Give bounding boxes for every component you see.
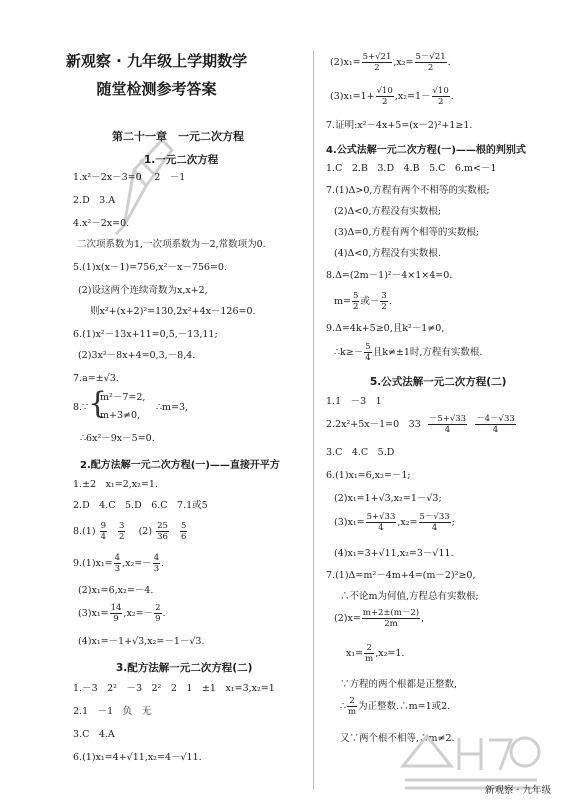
- text-fragment: ∴k≥－: [334, 347, 364, 358]
- numerator: 2: [155, 603, 161, 613]
- main-title: 新观察 · 九年级上学期数学: [65, 52, 248, 70]
- text-fragment: 为正整数.∴m=1或2.: [358, 701, 451, 712]
- text-fragment: ,x₂=－: [122, 558, 152, 569]
- text-fragment: ;: [451, 517, 455, 528]
- text-fragment: (2)x₁=: [330, 57, 361, 68]
- answer-line: ∵方程的两个根都是正整数,: [340, 679, 458, 690]
- section-heading-4: 4.公式法解一元二次方程(一)——根的判别式: [326, 145, 526, 156]
- answer-line: [340, 696, 450, 718]
- section-heading-3: 3.配方法解一元二次方程(二): [116, 662, 253, 674]
- numerator: 5: [365, 342, 371, 352]
- denominator: 36: [157, 532, 168, 542]
- text-fragment: ,x₂=: [393, 57, 414, 68]
- section-heading-5: 5.公式法解一元二次方程(二): [370, 376, 507, 388]
- answer-line: (2)3x²－8x+4=0,3,－8,4.: [78, 350, 196, 361]
- denominator: 3: [153, 564, 160, 574]
- denominator: 2: [382, 97, 388, 107]
- denominator: 4: [444, 425, 451, 435]
- text-fragment: (3)x₁=: [78, 608, 109, 619]
- text-fragment: 2.2x²+5x－1=0 33: [326, 419, 421, 430]
- numerator: 9: [100, 521, 106, 531]
- fraction: [110, 603, 123, 624]
- numerator: 5: [352, 291, 359, 301]
- denominator: m: [365, 654, 374, 664]
- answer-line: 4.x²－2x=0.: [73, 218, 130, 229]
- text-fragment: ∴: [340, 701, 347, 712]
- section-heading-1: 1.一元二次方程: [144, 154, 219, 166]
- answer-line: 3.C 4.C 5.D: [326, 447, 395, 458]
- denominator: 2: [381, 302, 387, 312]
- fraction: [153, 553, 160, 574]
- answer-line: 8.∵: [73, 402, 89, 413]
- fraction: [376, 86, 394, 107]
- denominator: 2: [352, 302, 359, 312]
- fraction: [415, 52, 447, 73]
- numerator: 4: [114, 553, 121, 563]
- denominator: 4: [378, 523, 384, 533]
- fraction: [475, 414, 516, 435]
- answer-line: ∴m=3,: [156, 402, 189, 413]
- answer-line: 1.1 －3 1: [326, 396, 382, 407]
- numerator: 3: [381, 291, 387, 301]
- answer-line: (4)x₁=－1+√3,x₂=－1－√3.: [78, 636, 205, 647]
- numerator: 25: [157, 521, 168, 531]
- answer-line: (2)x₁=1+√3,x₂=1－√3;: [334, 493, 442, 504]
- answer-line: 9.Δ=4k+5≥0,且k²－1≠0,: [326, 323, 445, 334]
- answer-line: 7.a=±√3.: [73, 373, 119, 384]
- fraction: [380, 291, 387, 312]
- brace-symbol: {: [88, 386, 108, 421]
- text-fragment: (3)x₁=: [334, 517, 365, 528]
- fraction: [156, 521, 169, 542]
- answer-line: 1.C 2.B 3.D 4.B 5.C 6.m<－1: [326, 163, 497, 174]
- text-fragment: ,x₂=: [397, 517, 418, 528]
- text-fragment: (2): [138, 526, 153, 537]
- fraction: [432, 86, 450, 107]
- answer-line: 1.±2 x₁=2,x₂=1.: [73, 479, 158, 490]
- denominator: 2m: [384, 619, 398, 629]
- text-fragment: (3)x₁=1+: [330, 91, 375, 102]
- text-fragment: 且k≠±1时,方程有实数根.: [372, 347, 483, 358]
- text-fragment: x₁=: [346, 648, 364, 659]
- answer-line: (2)设这两个连续奇数为x,x+2,: [78, 285, 208, 296]
- fraction: [180, 521, 187, 542]
- footer-label: 新观察 · 九年级: [484, 785, 551, 796]
- answer-line: [334, 342, 482, 364]
- text-fragment: (2)x=: [334, 613, 361, 624]
- fraction: [366, 512, 397, 533]
- denominator: 4: [100, 532, 106, 542]
- answer-line: (3)Δ=0,方程有两个相等的实数根;: [334, 227, 480, 238]
- sub-title: 随堂检测参考答案: [96, 80, 217, 98]
- numerator: －4－√33: [476, 414, 515, 424]
- numerator: 2: [364, 643, 374, 654]
- answer-line: 二次项系数为1,一次项系数为－2,常数项为0.: [77, 239, 266, 250]
- answer-line: [78, 603, 166, 625]
- fraction: [352, 291, 359, 312]
- answer-line: 7.(1)Δ=m²－4m+4=(m－2)²≥0,: [326, 570, 476, 581]
- answer-line: 2.1 －1 负 无: [73, 706, 152, 717]
- answer-line: (2)Δ<0,方程没有实数根;: [334, 206, 442, 217]
- denominator: 2: [427, 63, 434, 73]
- denominator: 9: [113, 614, 119, 624]
- answer-line: [330, 86, 454, 108]
- answer-line: [334, 512, 455, 534]
- answer-line: 3.C 4.A: [73, 729, 115, 740]
- denominator: 4: [492, 425, 499, 435]
- fraction: [364, 342, 371, 363]
- answer-line: 又∵两个根不相等,∴m≠2.: [340, 733, 455, 744]
- numerator: 5: [180, 521, 187, 531]
- numerator: 3: [119, 521, 125, 531]
- text-fragment: ,: [421, 613, 425, 624]
- fraction: [428, 414, 467, 435]
- answer-line: 6.(1)x²－13x+11=0,5,－13,11;: [73, 329, 218, 340]
- answer-line: [346, 643, 404, 665]
- fraction: [347, 696, 357, 717]
- answer-line: 1.－3 2² －3 2² 2 1 ±1 x₁=3,x₂=1: [73, 683, 275, 694]
- denominator: 4: [431, 523, 438, 533]
- answer-line: 6.(1)x₁=4+√11,x₂=4－√11.: [73, 752, 202, 763]
- answer-line: 5.(1)x(x－1)=756,x²－x－756=0.: [73, 262, 227, 273]
- fraction: [118, 521, 125, 542]
- answer-line: (4)Δ<0,方程没有实数根.: [334, 248, 441, 259]
- answer-line: 7.证明:x²－4x+5=(x－2)²+1≥1.: [326, 120, 473, 131]
- fraction: [100, 521, 107, 542]
- fraction: [362, 608, 420, 629]
- numerator: m+2±(m－2): [362, 608, 420, 618]
- text-fragment: ,x₂=1－: [394, 91, 431, 102]
- answer-line: [334, 608, 424, 630]
- numerator: √10: [376, 86, 393, 96]
- text-fragment: .: [388, 296, 392, 307]
- numerator: 5－√33: [419, 512, 450, 522]
- text-fragment: ,x₂=－: [123, 608, 154, 619]
- denominator: 2: [374, 63, 380, 73]
- fraction: [419, 512, 451, 533]
- answer-line: [334, 291, 392, 313]
- text-fragment: ,x₂=1.: [375, 648, 405, 659]
- fraction: [364, 643, 374, 664]
- numerator: √10: [432, 86, 449, 96]
- text-fragment: m=: [334, 296, 351, 307]
- answer-line: [330, 52, 451, 74]
- answer-line: 7.(1)Δ>0,方程有两个不相等的实数根;: [326, 185, 490, 196]
- answer-line: m+3≠0,: [100, 410, 141, 421]
- answer-line: 则x²+(x+2)²=130,2x²+4x－126=0.: [90, 306, 256, 317]
- text-fragment: 8.(1): [73, 526, 96, 537]
- answer-line: (4)x₁=3+√11,x₂=3－√11.: [334, 548, 454, 559]
- text-fragment: .: [162, 608, 166, 619]
- text-fragment: 9.(1)x₁=: [73, 558, 113, 569]
- answer-line: ∴不论m为何值,方程总有实数根;: [340, 591, 479, 602]
- denominator: 3: [114, 564, 121, 574]
- numerator: 5－√21: [415, 52, 446, 62]
- numerator: 5+√33: [366, 512, 396, 522]
- numerator: 2: [347, 696, 357, 707]
- denominator: 9: [155, 614, 161, 624]
- fraction: [114, 553, 121, 574]
- numerator: 4: [153, 553, 160, 563]
- answer-line: (2)x₁=6,x₂=－4.: [78, 585, 154, 596]
- answer-line: 2.D 3.A: [73, 195, 116, 206]
- numerator: 14: [110, 603, 122, 613]
- answer-line: m²－7=2,: [100, 392, 146, 403]
- answer-line: 8.Δ=(2m－1)²－4×1×4=0.: [326, 270, 453, 281]
- section-heading-2: 2.配方法解一元二次方程(一)——直接开平方: [80, 460, 280, 471]
- denominator: 6: [180, 532, 187, 542]
- chapter-heading: 第二十一章 一元二次方程: [112, 130, 244, 143]
- denominator: 2: [437, 97, 444, 107]
- answer-line: [326, 414, 517, 436]
- denominator: 4: [365, 353, 371, 363]
- text-fragment: .: [450, 91, 454, 102]
- answer-line: 2.D 4.C 5.D 6.C 7.1或5: [73, 500, 208, 511]
- answer-line: [73, 521, 188, 543]
- text-fragment: .: [447, 57, 451, 68]
- denominator: m: [348, 707, 357, 717]
- numerator: －5+√33: [428, 414, 467, 424]
- text-fragment: .: [161, 558, 165, 569]
- answer-line: 1.x²－2x－3=0 2 －1: [73, 172, 186, 183]
- answer-line: ∴6x²－9x－5=0.: [80, 433, 155, 444]
- text-fragment: 或－: [360, 296, 380, 307]
- answer-line: 6.(1)x₁=6,x₂=－1;: [326, 470, 411, 481]
- fraction: [362, 52, 393, 73]
- numerator: 5+√21: [362, 52, 392, 62]
- answer-line: [73, 553, 164, 575]
- denominator: 2: [119, 532, 125, 542]
- fraction: [154, 603, 161, 624]
- column-divider: [313, 50, 314, 790]
